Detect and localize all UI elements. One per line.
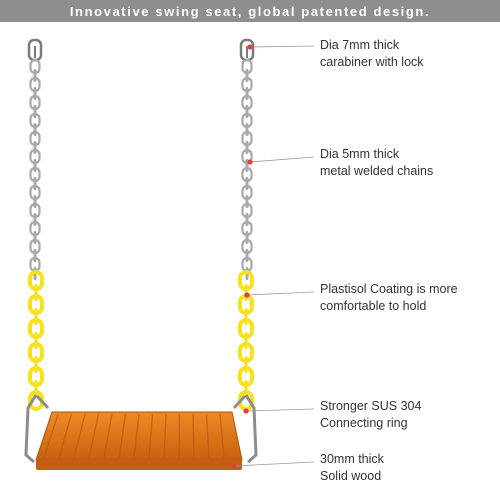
carabiner-right <box>241 40 253 60</box>
metal-chain-link <box>246 87 249 100</box>
banner-text: Innovative swing seat, global patented design. <box>69 3 431 19</box>
leader-line <box>250 46 314 47</box>
metal-chain-link <box>34 69 37 82</box>
callout-chains-line2: metal welded chains <box>320 164 434 178</box>
metal-chain-link <box>34 231 37 244</box>
metal-chain-link <box>34 159 37 172</box>
leader-line <box>234 462 314 466</box>
callout-dot <box>247 159 252 164</box>
callout-connecting-ring <box>320 398 421 432</box>
leader-line <box>250 157 314 162</box>
coated-chain-link <box>35 332 38 349</box>
metal-chain-link <box>34 105 37 118</box>
wooden-seat <box>36 412 242 470</box>
callout-carabiner-line1: Dia 7mm thick <box>320 38 400 52</box>
callout-chains-line1: Dia 5mm thick <box>320 147 400 161</box>
callout-wood <box>320 451 384 485</box>
metal-chain-link <box>246 123 249 136</box>
coated-chain-left <box>30 272 42 409</box>
metal-chain-link <box>246 105 249 118</box>
metal-chain-link <box>246 231 249 244</box>
callout-carabiner-line2: carabiner with lock <box>320 55 424 69</box>
callout-carabiner <box>320 37 424 71</box>
coated-chain-link <box>245 308 248 325</box>
metal-chain-link <box>246 195 249 208</box>
callout-dot <box>243 408 248 413</box>
metal-chain-link <box>34 213 37 226</box>
metal-chain-link <box>34 141 37 154</box>
wood-grain-line <box>179 414 180 458</box>
metal-chain-right <box>243 60 252 280</box>
wood-grain-line <box>193 414 194 458</box>
callout-coating-line2: comfortable to hold <box>320 299 427 313</box>
callout-chains <box>320 146 433 180</box>
callout-coating-line1: Plastisol Coating is more <box>320 282 458 296</box>
coated-chain-link <box>35 284 38 301</box>
callout-wood-line2: Solid wood <box>320 469 382 483</box>
callout-dot <box>247 44 252 49</box>
metal-chain-link <box>34 123 37 136</box>
metal-chain-link <box>246 177 249 190</box>
metal-chain-link <box>34 177 37 190</box>
coated-chain-right <box>240 272 252 409</box>
leader-line <box>247 292 314 295</box>
callout-dot <box>244 292 249 297</box>
metal-chain-link <box>34 249 37 262</box>
carabiner-left <box>29 40 41 60</box>
metal-chain-link <box>34 87 37 100</box>
metal-chain-link <box>34 195 37 208</box>
metal-chain-link <box>246 249 249 262</box>
callout-wood-line1: 30mm thick <box>320 452 384 466</box>
callout-dot <box>231 463 236 468</box>
leader-line <box>246 409 314 411</box>
callout-ring-line2: Connecting ring <box>320 416 408 430</box>
coated-chain-link <box>245 356 248 373</box>
metal-chain-link <box>246 141 249 154</box>
metal-chain-link <box>246 69 249 82</box>
coated-chain-link <box>35 356 38 373</box>
metal-chain-link <box>246 213 249 226</box>
callout-coating <box>320 281 458 315</box>
coated-chain-link <box>35 308 38 325</box>
coated-chain-link <box>245 332 248 349</box>
callout-ring-line1: Stronger SUS 304 <box>320 399 422 413</box>
metal-chain-left <box>31 60 40 280</box>
